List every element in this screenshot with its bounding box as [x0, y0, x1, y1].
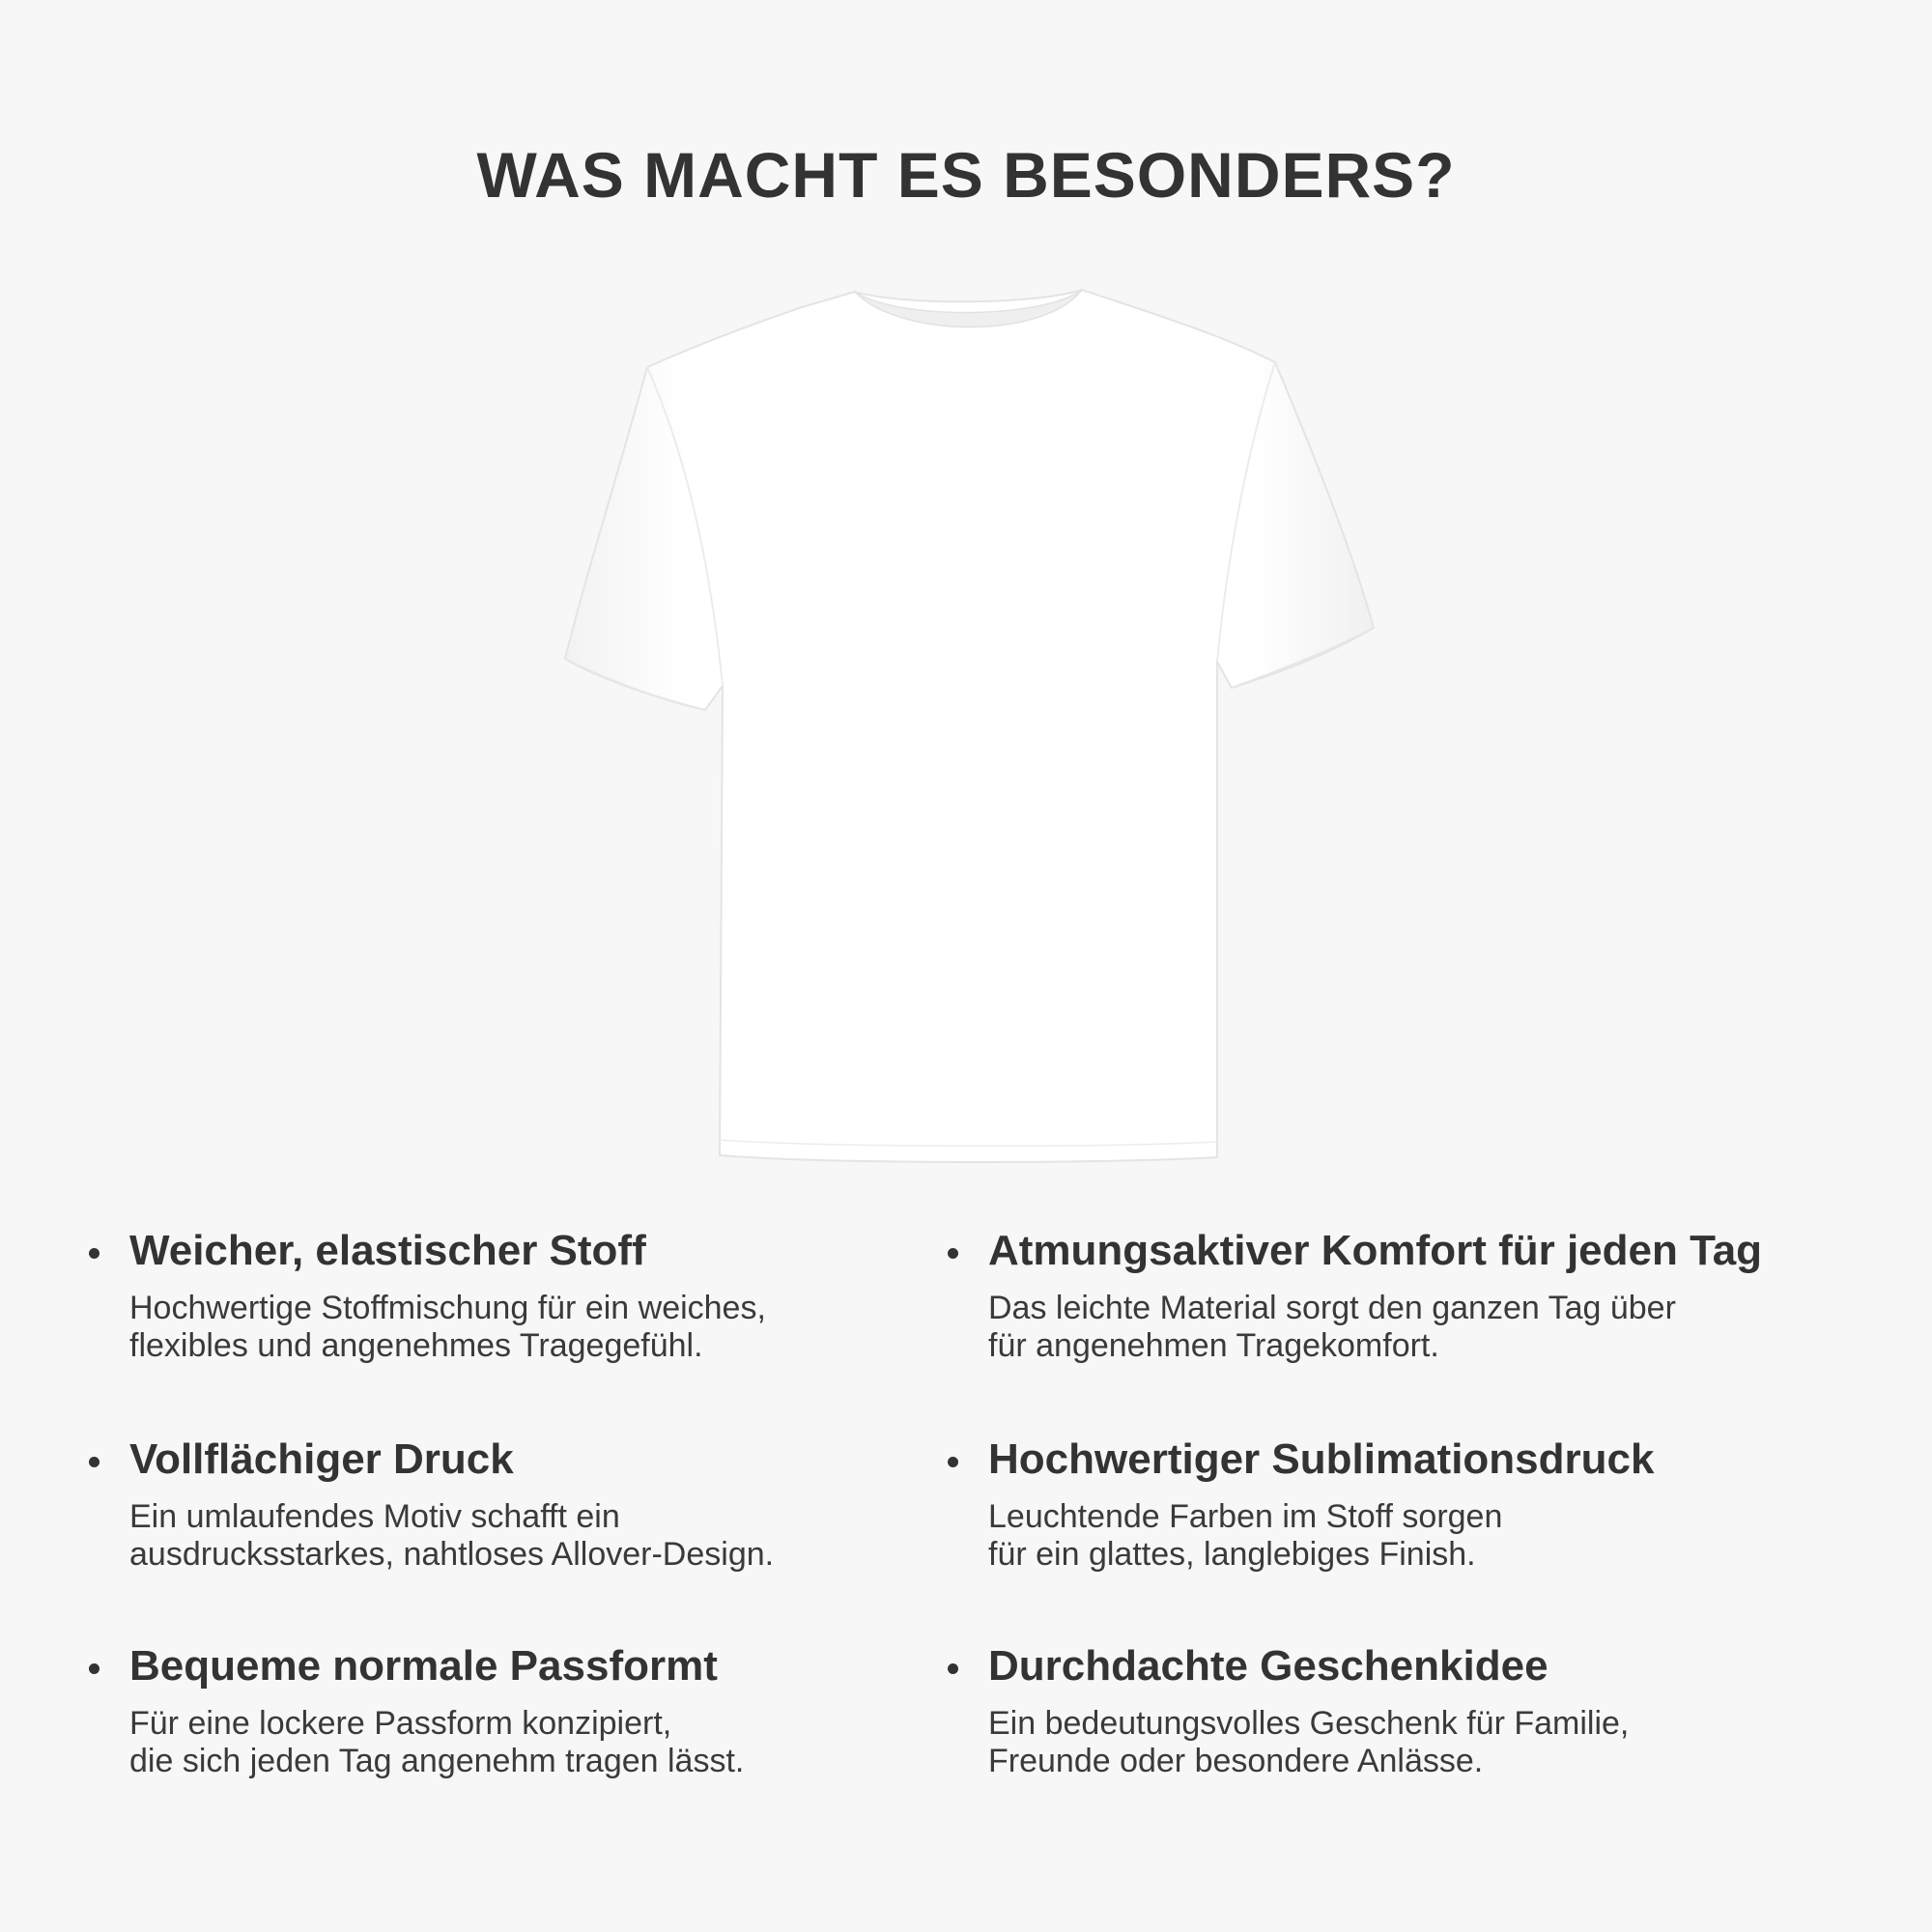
feature-description: Das leichte Material sorgt den ganzen Tag über für angenehmen Tragekomfort. — [988, 1289, 1676, 1365]
feature-description: Leuchtende Farben im Stoff sorgen für ein glattes, langlebiges Finish. — [988, 1497, 1503, 1574]
feature-title: Durchdachte Geschenkidee — [988, 1642, 1548, 1690]
bullet-icon — [89, 1457, 99, 1467]
feature-item-regular-fit — [129, 1642, 999, 1781]
feature-title: Vollflächiger Druck — [129, 1435, 514, 1483]
bullet-icon — [89, 1248, 99, 1259]
feature-description: Für eine lockere Passform konzipiert, die sich jeden Tag angenehm tragen lässt. — [129, 1704, 745, 1780]
feature-title: Weicher, elastischer Stoff — [129, 1227, 646, 1274]
bullet-icon — [948, 1457, 958, 1467]
feature-list — [0, 1227, 1932, 1806]
feature-item-breathable-comfort — [988, 1227, 1858, 1366]
bullet-icon — [948, 1248, 958, 1259]
bullet-icon — [89, 1663, 99, 1674]
feature-title: Atmungsaktiver Komfort für jeden Tag — [988, 1227, 1763, 1274]
feature-item-soft-fabric — [129, 1227, 999, 1366]
feature-item-sublimation-print — [988, 1435, 1858, 1575]
feature-title: Bequeme normale Passformt — [129, 1642, 718, 1690]
feature-description: Ein umlaufendes Motiv schafft ein ausdrucksstarkes, nahtloses Allover-Design. — [129, 1497, 775, 1574]
feature-description: Hochwertige Stoffmischung für ein weiches, flexibles und angenehmes Tragegefühl. — [129, 1289, 766, 1365]
feature-item-full-print — [129, 1435, 999, 1575]
tshirt-image — [541, 270, 1391, 1179]
feature-item-gift-idea — [988, 1642, 1858, 1781]
page-title: WAS MACHT ES BESONDERS? — [476, 139, 1456, 211]
bullet-icon — [948, 1663, 958, 1674]
feature-title: Hochwertiger Sublimationsdruck — [988, 1435, 1655, 1483]
feature-description: Ein bedeutungsvolles Geschenk für Familie, Freunde oder besondere Anlässe. — [988, 1704, 1630, 1780]
